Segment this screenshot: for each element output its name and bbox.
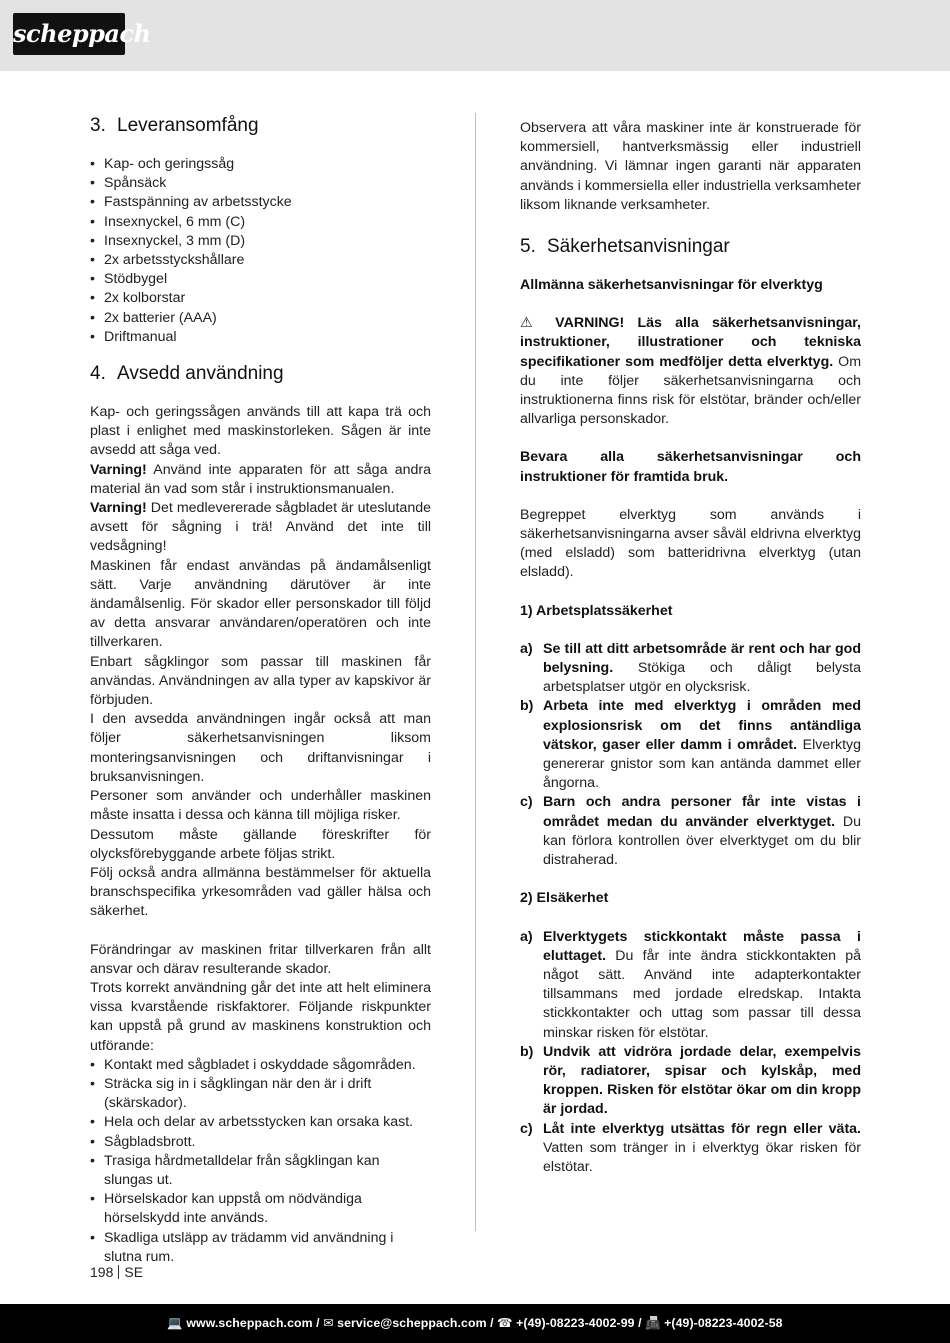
warning-icon: ⚠ <box>520 315 542 332</box>
list-item: • Fastspänning av arbetsstycke <box>90 193 431 212</box>
risk-list <box>90 1056 431 1267</box>
list-item: • Insexnyckel, 6 mm (C) <box>90 213 431 232</box>
electrical-safety-list <box>520 928 861 1178</box>
intended-use-text <box>90 403 431 1056</box>
paragraph: Varning! Det medlevererade sågbladet är uteslutande avsett för sågning i trä! Använd det inte till vedsågning! <box>90 500 431 555</box>
list-item: • Hela och delar av arbetsstycken kan orsaka kast. <box>90 1113 431 1132</box>
paragraph: Trots korrekt användning går det inte att helt eliminera vissa kvarstående riskfaktorer. Följande riskpunkter kan uppstå på grund av maskinens konstruktion och utförande: <box>90 979 431 1054</box>
list-item: • Skadliga utsläpp av trädamm vid användning i slutna rum. <box>90 1229 431 1267</box>
paragraph: Kap- och geringssågen används till att kapa trä och plast i enlighet med maskinstorleken. Sågen är inte avsedd att såga ved. <box>90 404 431 459</box>
paragraph: Följ också andra allmänna bestämmelser för aktuella branschspecifika yrkesområden vad gäller hälsa och säkerhet. <box>90 864 431 920</box>
list-item: • Stödbygel <box>90 270 431 289</box>
list-item: a) Se till att ditt arbetsområde är rent och har god belysning. Stökiga och dåligt belysta arbetsplatser utgör en olycksrisk. <box>520 640 861 696</box>
footer-bar <box>0 1304 950 1343</box>
left-column <box>90 113 431 1267</box>
electrical-safety-heading: 2) Elsäkerhet <box>520 890 609 907</box>
list-item: • 2x arbetsstyckshållare <box>90 251 431 270</box>
list-item: • Kontakt med sågbladet i oskyddade sågområden. <box>90 1056 431 1075</box>
term-definition-paragraph: Begreppet elverktyg som används i säkerhetsanvisningarna avser såväl eldrivna elverktyg (med elsladd) som batteridrivna elverktyg (utan elsladd). <box>520 506 861 581</box>
workplace-safety-list <box>520 640 861 870</box>
footer-website: www.scheppach.com / <box>186 1316 320 1330</box>
phone-icon: ☎ <box>497 1316 513 1330</box>
list-item: • Sågbladsbrott. <box>90 1133 431 1152</box>
commercial-use-note: Observera att våra maskiner inte är konstruerade för kommersiell, hantverksmässig eller industriell användning. Vi lämnar ingen garanti när apparaten används i kommersiella eller industriella verksamheter liksom liknande verksamheter. <box>520 120 861 213</box>
workplace-safety-heading: 1) Arbetsplatssäkerhet <box>520 602 673 619</box>
warning-paragraph: ⚠ VARNING! Läs alla säkerhetsanvisningar, instruktioner, illustrationer och tekniska specifikationer som medföljer detta elverktyg. Om du inte följer säkerhetsanvisningarna och instruktionerna finns risk för elstötar, bränder och/eller allvarliga personskador. <box>520 315 862 428</box>
delivery-scope-list <box>90 155 431 347</box>
list-item: • Trasiga hårdmetalldelar från sågklingan kan slungas ut. <box>90 1152 431 1190</box>
paragraph: I den avsedda användningen ingår också att man följer säkerhetsanvisningen liksom monteringsanvisningen och driftanvisningar i bruksanvisningen. <box>90 711 431 785</box>
footer-email: service@scheppach.com / <box>337 1316 494 1330</box>
paragraph: Maskinen får endast användas på ändamålsenligt sätt. Varje användning därutöver är inte ändamålsenlig. För skador eller personskador till följd av detta ansvarar användaren/operatören och inte tillverkaren. <box>90 557 431 651</box>
list-item: • Driftmanual <box>90 328 431 347</box>
list-item: b) Arbeta inte med elverktyg i områden med explosionsrisk om det finns antändliga vätskor, gaser eller damm i området. Elverktyg genererar gnistor som kan antända dammet eller ångorna. <box>520 698 861 792</box>
paragraph: Personer som använder och underhåller maskinen måste insatta i dessa och känna till möjliga risker. <box>90 788 431 824</box>
list-item: c) Barn och andra personer får inte vistas i området medan du använder elverktyget. Du kan förlora kontrollen över elverktyget om du blir distraherad. <box>520 794 862 869</box>
paragraph: Enbart sågklingor som passar till maskinen får användas. Användningen av alla typer av kapskivor är förbjuden. <box>90 653 431 709</box>
list-item: • Hörselskador kan uppstå om nödvändiga hörselskydd inte används. <box>90 1190 431 1228</box>
paragraph: Varning! Använd inte apparaten för att såga andra material än vad som står i instruktionsmanualen. <box>90 461 431 497</box>
page-number: 198 SE <box>90 1264 144 1280</box>
section-3-heading: 3. Leveransomfång <box>90 115 259 136</box>
computer-icon: 💻 <box>167 1316 183 1330</box>
fax-icon: 📠 <box>645 1316 661 1330</box>
page-number-separator <box>118 1265 119 1279</box>
paragraph: Förändringar av maskinen fritar tillverkaren från allt ansvar och därav resulterande skador. <box>90 941 431 977</box>
mail-icon: ✉ <box>323 1316 334 1330</box>
column-divider <box>475 113 476 1231</box>
scheppach-logo: scheppach <box>13 13 125 55</box>
list-item: • 2x batterier (AAA) <box>90 309 431 328</box>
list-item: • Sträcka sig in i sågklingan när den är i drift (skärskador). <box>90 1075 431 1113</box>
list-item: b) Undvik att vidröra jordade delar, exempelvis rör, radiatorer, spisar och kylskåp, med kroppen. Risken för elstötar ökar om din kropp är jordad. <box>520 1043 861 1118</box>
right-column <box>520 113 861 1177</box>
keep-instructions-paragraph: Bevara alla säkerhetsanvisningar och instruktioner för framtida bruk. <box>520 449 861 485</box>
section-4-heading: 4. Avsedd användning <box>90 363 284 385</box>
list-item: • Insexnyckel, 3 mm (D) <box>90 232 431 251</box>
paragraph: Dessutom måste gällande föreskrifter för olycksförebyggande arbete följas strikt. <box>90 826 431 862</box>
list-item: • Kap- och geringssåg <box>90 155 431 174</box>
list-item: • Spånsäck <box>90 174 431 193</box>
footer-phone: +(49)-08223-4002-99 / <box>516 1316 642 1330</box>
list-item: • 2x kolborstar <box>90 289 431 308</box>
list-item: c) Låt inte elverktyg utsättas för regn eller väta. Vatten som tränger in i elverktyg ökar risken för elstötar. <box>520 1120 861 1175</box>
list-item: a) Elverktygets stickkontakt måste passa i eluttaget. Du får inte ändra stickkontakten på något sätt. Använd inte adapterkontakter tillsammans med jordade elredskap. Intakta stickkontakter och uttag som passar till dessa minskar risken för elstötar. <box>520 928 861 1041</box>
header-band <box>0 0 950 71</box>
general-safety-heading: Allmänna säkerhetsanvisningar för elverktyg <box>520 277 823 294</box>
section-5-heading: 5. Säkerhetsanvisningar <box>520 236 730 258</box>
footer-fax: +(49)-08223-4002-58 <box>664 1316 783 1330</box>
